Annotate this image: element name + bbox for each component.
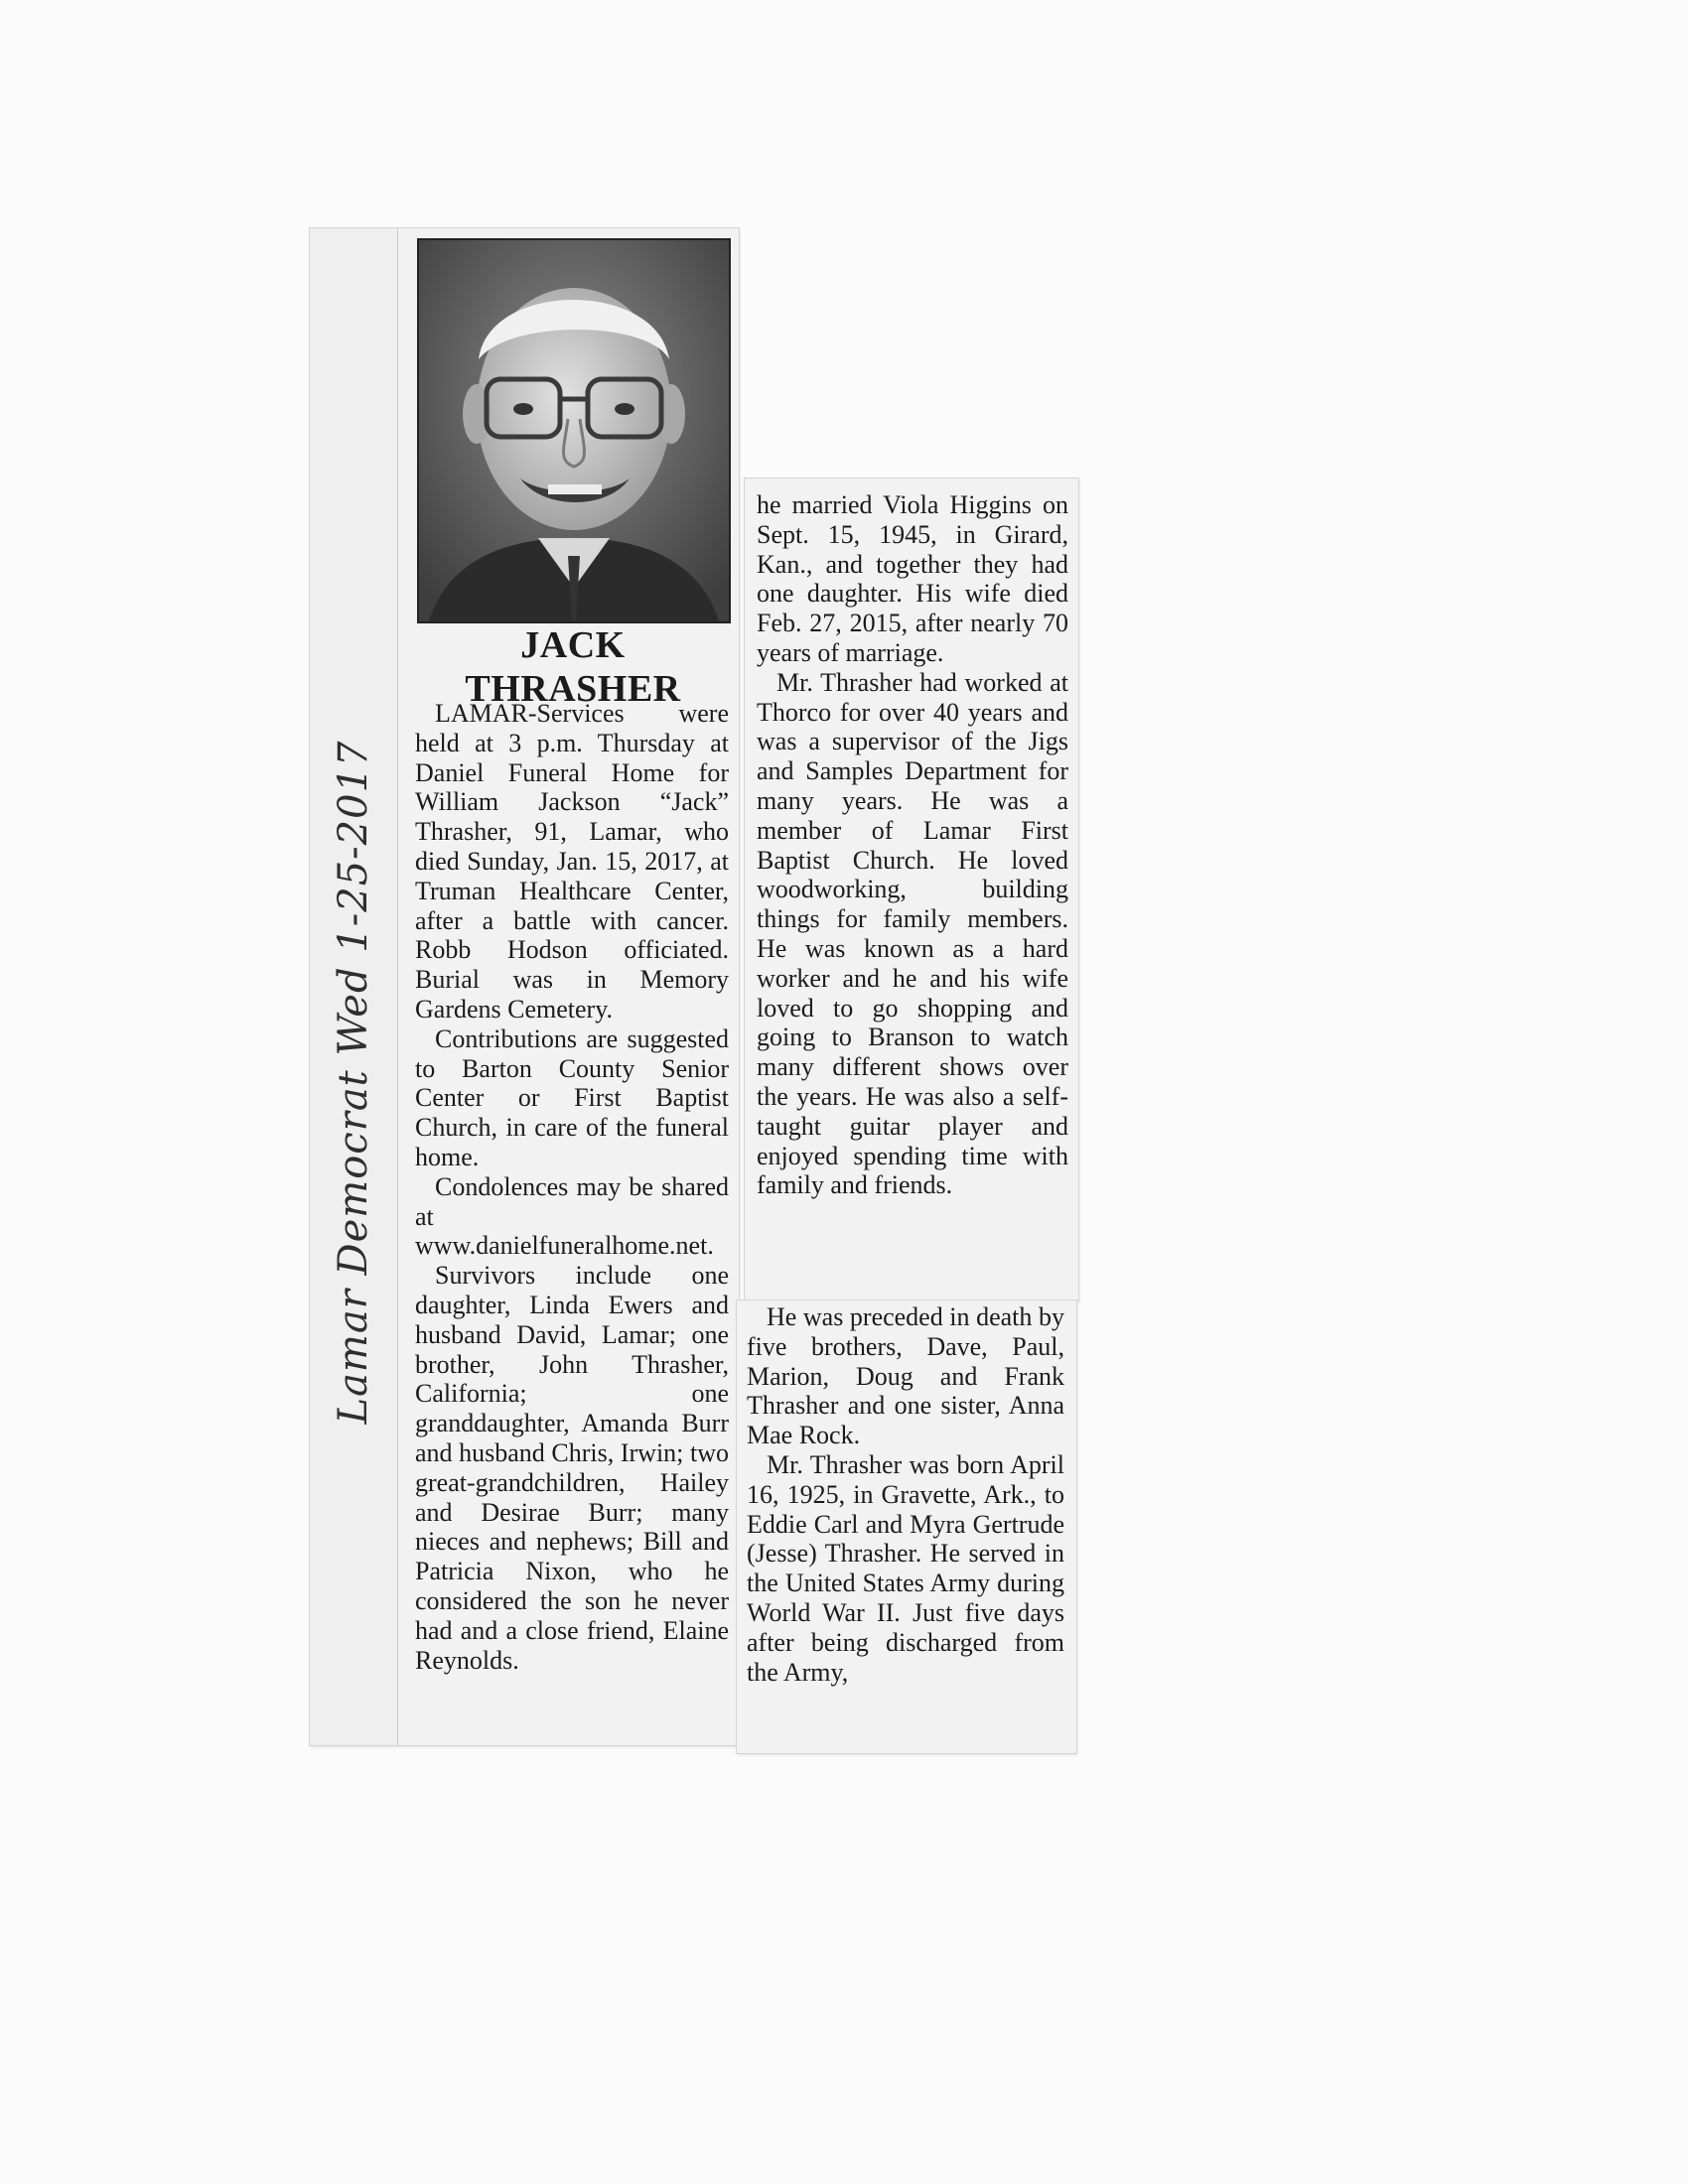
paragraph-contributions: Contributions are suggested to Barton County Senior Center or First Baptist Church, in care of the funeral home. [415, 1024, 729, 1171]
obituary-clipping-right-bottom [737, 1300, 1076, 1753]
obituary-clipping-right-top [745, 478, 1078, 1300]
paragraph-marriage: he married Viola Higgins on Sept. 15, 1945, in Girard, Kan., and together they had one daughter. His wife died Feb. 27, 2015, after nearly 70 years of marriage. [757, 490, 1068, 667]
obituary-column-right-bottom [747, 1302, 1064, 1687]
clipping-margin [310, 228, 398, 1745]
paragraph-condolences: Condolences may be shared at www.danielfuneralhome.net. [415, 1171, 729, 1261]
obituary-clipping-left [310, 228, 739, 1745]
paragraph-work-life: Mr. Thrasher had worked at Thorco for over 40 years and was a supervisor of the Jigs and Samples Department for many years. He was a member of Lamar First Baptist Church. He loved woodworking, building things for family members. He was known as a hard worker and he and his wife loved to go shopping and going to Branson to watch many different shows over the years. He was also a self-taught guitar player and enjoyed spending time with family and friends. [757, 667, 1068, 1200]
paragraph-survivors: Survivors include one daughter, Linda Ewers and husband David, Lamar; one brother, John Thrasher, California; one granddaughter, Amanda Burr and husband Chris, Irwin; two great-grandchildren, Hailey and Desirae Burr; many nieces and nephews; Bill and Patricia Nixon, who he considered the son he never had and a close friend, Elaine Reynolds. [415, 1261, 729, 1675]
obituary-column-right-top [757, 490, 1068, 1200]
paragraph-preceded: He was preceded in death by five brothers, Dave, Paul, Marion, Doug and Frank Thrasher and one sister, Anna Mae Rock. [747, 1302, 1064, 1450]
obituary-name: JACK THRASHER [465, 624, 681, 710]
handwritten-note: Lamar Democrat Wed 1-25-2017 [331, 740, 376, 1425]
obituary-column-left [415, 699, 729, 1675]
paragraph-services: LAMAR-Services were held at 3 p.m. Thursday at Daniel Funeral Home for William Jackson “Jack” Thrasher, 91, Lamar, who died Sunday, Jan. 15, 2017, at Truman Healthcare Center, after a battle with cancer. Robb Hodson officiated. Burial was in Memory Gardens Cemetery. [415, 699, 729, 1024]
paragraph-birth: Mr. Thrasher was born April 16, 1925, in Gravette, Ark., to Eddie Carl and Myra Gertrude (Jesse) Thrasher. He served in the United States Army during World War II. Just five days after being discharged from the Army, [747, 1449, 1064, 1687]
portrait-photo [417, 238, 731, 623]
